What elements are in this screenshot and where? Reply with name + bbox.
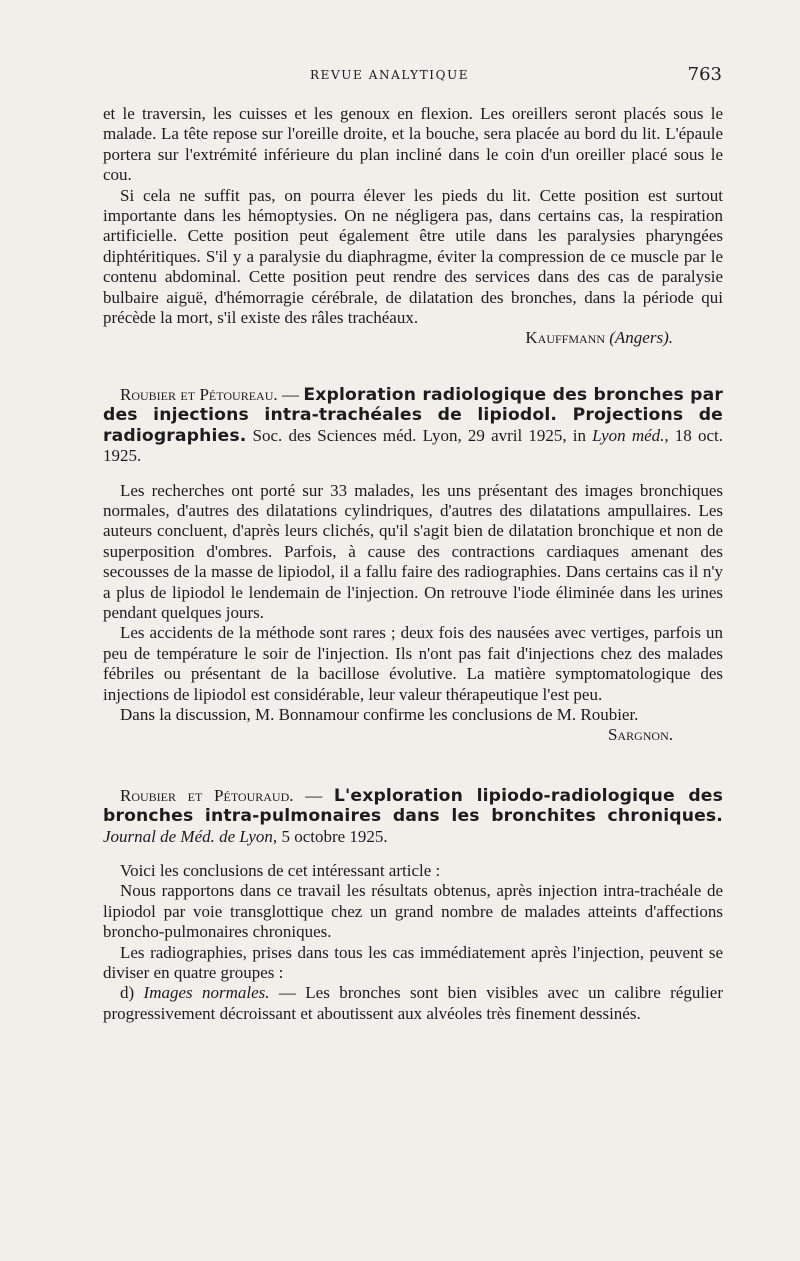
article-2-date: 5 octobre 1925. bbox=[277, 826, 388, 846]
page-body bbox=[103, 104, 723, 1024]
article-1-paragraph-1: Les recherches ont porté sur 33 malades, les uns présentant des images bronchiques normales, d'autres des dilatations cylindriques, d'autres des dilatations ampullaires. Les auteurs concluent, d'après leurs clichés, qu'il s'agit bien de dilatation bronchique et non de superposition d'ombres. Parfois, à cause des contractions cardiaques amenant des secousses de la masse de lipiodol, il a fallu faire des radiographies. Dans certains cas il n'y a plus de lipiodol le lendemain de l'injection. On retrouve l'iode éliminée dans les urines pendant quelques jours. bbox=[103, 480, 723, 622]
running-title: REVUE ANALYTIQUE bbox=[310, 68, 470, 82]
page-number: 763 bbox=[687, 64, 722, 85]
article-1-authors: Roubier et Pétoureau. bbox=[120, 384, 278, 404]
continued-paragraph: et le traversin, les cuisses et les genoux en flexion. Les oreillers seront placés sous le malade. La tête repose sur l'oreille droite, et la bouche, sera placée au bord du lit. L'épaule portera sur l'extrémité inférieure du plan incliné dans le coin d'un oreiller placé sous le cou. bbox=[103, 104, 723, 185]
page-header bbox=[100, 64, 722, 88]
article-1-paragraph-3: Dans la discussion, M. Bonnamour confirme les conclusions de M. Roubier. bbox=[120, 704, 639, 724]
article-2-journal: Journal de Méd. de Lyon, bbox=[103, 826, 278, 846]
article-1-journal: Lyon méd. bbox=[592, 425, 665, 445]
continued-paragraph-2: Si cela ne suffit pas, on pourra élever les pieds du lit. Cette position est surtout importante dans les hémoptysies. On ne négligera pas, dans certains cas, la respiration artificielle. Cette position peut également être utile dans les paralysies pharyngées diphtéritiques. S'il y a paralysie du diaphragme, éviter la compression de ce muscle par le contenu abdominal. Cette position peut rendre des services dans des cas de paralysie bulbaire aiguë, d'hémorragie cérébrale, de dilatation des bronches, dans la période qui précède la mort, s'il existe des râles trachéaux. bbox=[103, 185, 723, 328]
article-1-paragraph-2: Les accidents de la méthode sont rares ; deux fois des nausées avec vertiges, parfois un peu de température le soir de l'injection. Ils n'ont pas fait d'injections chez des malades fébriles ou présentant de la bacillose évolutive. La matière symptomatologique des injections de lipiodol est considérable, leur valeur thérapeutique l'est peu. bbox=[103, 623, 723, 704]
article-1-heading: Roubier et Pétoureau. — Exploration radiologique des bronches par des injections intra-trachéales de lipiodol. Projections de radiographies. Soc. des Sciences méd. Lyon, 29 avril 1925, in Lyon méd., 18 oct. 1925. bbox=[103, 384, 724, 466]
article-2-authors: Roubier et Pétouraud. bbox=[120, 785, 294, 805]
signature-sargnon: Sargnon. bbox=[607, 725, 673, 745]
article-2-title: L'exploration lipiodo-radiologique des bronches intra-pulmonaires dans les bronchites chroniques. bbox=[103, 785, 723, 827]
signature-name: Kauffmann bbox=[525, 328, 606, 348]
signature-kauffmann bbox=[103, 328, 723, 348]
article-2-paragraph-2: Nous rapportons dans ce travail les résultats obtenus, après injection intra-trachéale de lipiodol par voie transglottique chez un grand nombre de malades atteints d'affections broncho-pulmonaires chroniques. bbox=[103, 881, 723, 942]
article-2-paragraph-4: d) Images normales. — Les bronches sont bien visibles avec un calibre régulier progressivement décroissant et aboutissent aux alvéoles très finement dessinés. bbox=[103, 983, 723, 1023]
article-2-heading: Roubier et Pétouraud. — L'exploration lipiodo-radiologique des bronches intra-pulmonaires dans les bronchites chroniques. Journal de Méd. de Lyon, 5 octobre 1925. bbox=[103, 785, 723, 846]
article-1-source: Soc. des Sciences méd. Lyon, 29 avril 1925, in bbox=[246, 425, 593, 445]
article-2-paragraph-3: Les radiographies, prises dans tous les cas immédiatement après l'injection, peuvent se diviser en quatre groupes : bbox=[103, 942, 723, 983]
group-label-normal: Images normales. bbox=[143, 983, 270, 1003]
article-2-paragraph-1: Voici les conclusions de cet intéressant article : bbox=[120, 861, 441, 880]
signature-place: (Angers). bbox=[609, 328, 673, 348]
article-1-title: Exploration radiologique des bronches par des injections intra-trachéales de lipiodol. Projections de radiographies. bbox=[103, 384, 724, 446]
